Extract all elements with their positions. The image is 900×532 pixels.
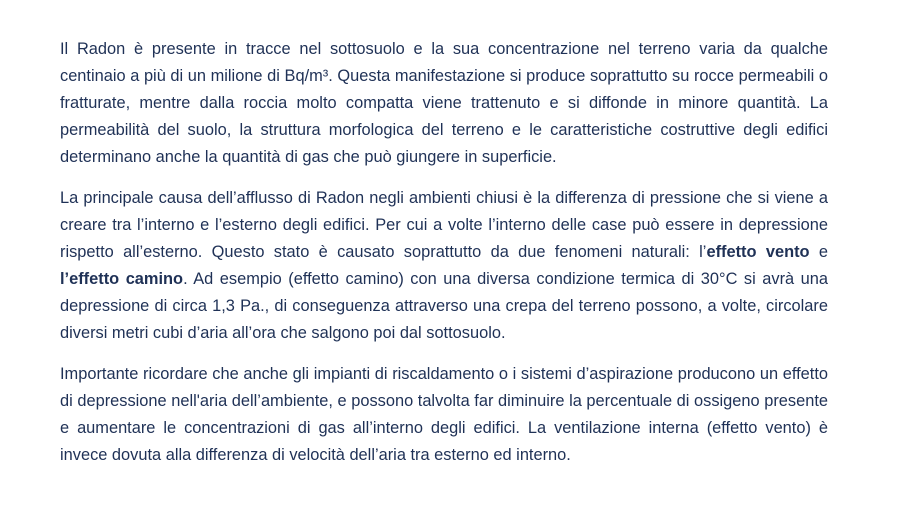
paragraph-radon-cause-text-1: La principale causa dell’afflusso di Radon negli ambienti chiusi è la differenza di pressione che si viene a creare tra l’interno e l’esterno degli edifici. Per cui a volte l’interno delle case può essere in depressione rispetto all’esterno. Questo stato è causato soprattutto da due fenomeni naturali: l’	[60, 189, 828, 261]
paragraph-radon-cause	[60, 185, 828, 347]
document-body	[60, 36, 828, 469]
term-effetto-camino: l’effetto camino	[60, 270, 184, 288]
paragraph-radon-presence: Il Radon è presente in tracce nel sottosuolo e la sua concentrazione nel terreno varia da qualche centinaio a più di un milione di Bq/m³. Questa manifestazione si produce soprattutto su rocce permeabili o fratturate, mentre dalla roccia molto compatta viene trattenuto e si diffonde in minore quantità. La permeabilità del suolo, la struttura morfologica del terreno e le caratteristiche costruttive degli edifici determinano anche la quantità di gas che può giungere in superficie.	[60, 40, 828, 166]
paragraph-radon-cause-text-3: . Ad esempio (effetto camino) con una diversa condizione termica di 30°C si avrà una depressione di circa 1,3 Pa., di conseguenza attraverso una crepa del terreno possono, a volte, circolare diversi metri cubi d’aria all’ora che salgono poi dal sottosuolo.	[60, 270, 828, 342]
term-effetto-vento: effetto vento	[706, 243, 810, 261]
paragraph-radon-cause-text-2: e	[809, 243, 828, 261]
paragraph-heating-systems: Importante ricordare che anche gli impianti di riscaldamento o i sistemi d’aspirazione producono un effetto di depressione nell'aria dell’ambiente, e possono talvolta far diminuire la percentuale di ossigeno presente e aumentare le concentrazioni di gas all’interno degli edifici. La ventilazione interna (effetto vento) è invece dovuta alla differenza di velocità dell’aria tra esterno ed interno.	[60, 365, 828, 464]
